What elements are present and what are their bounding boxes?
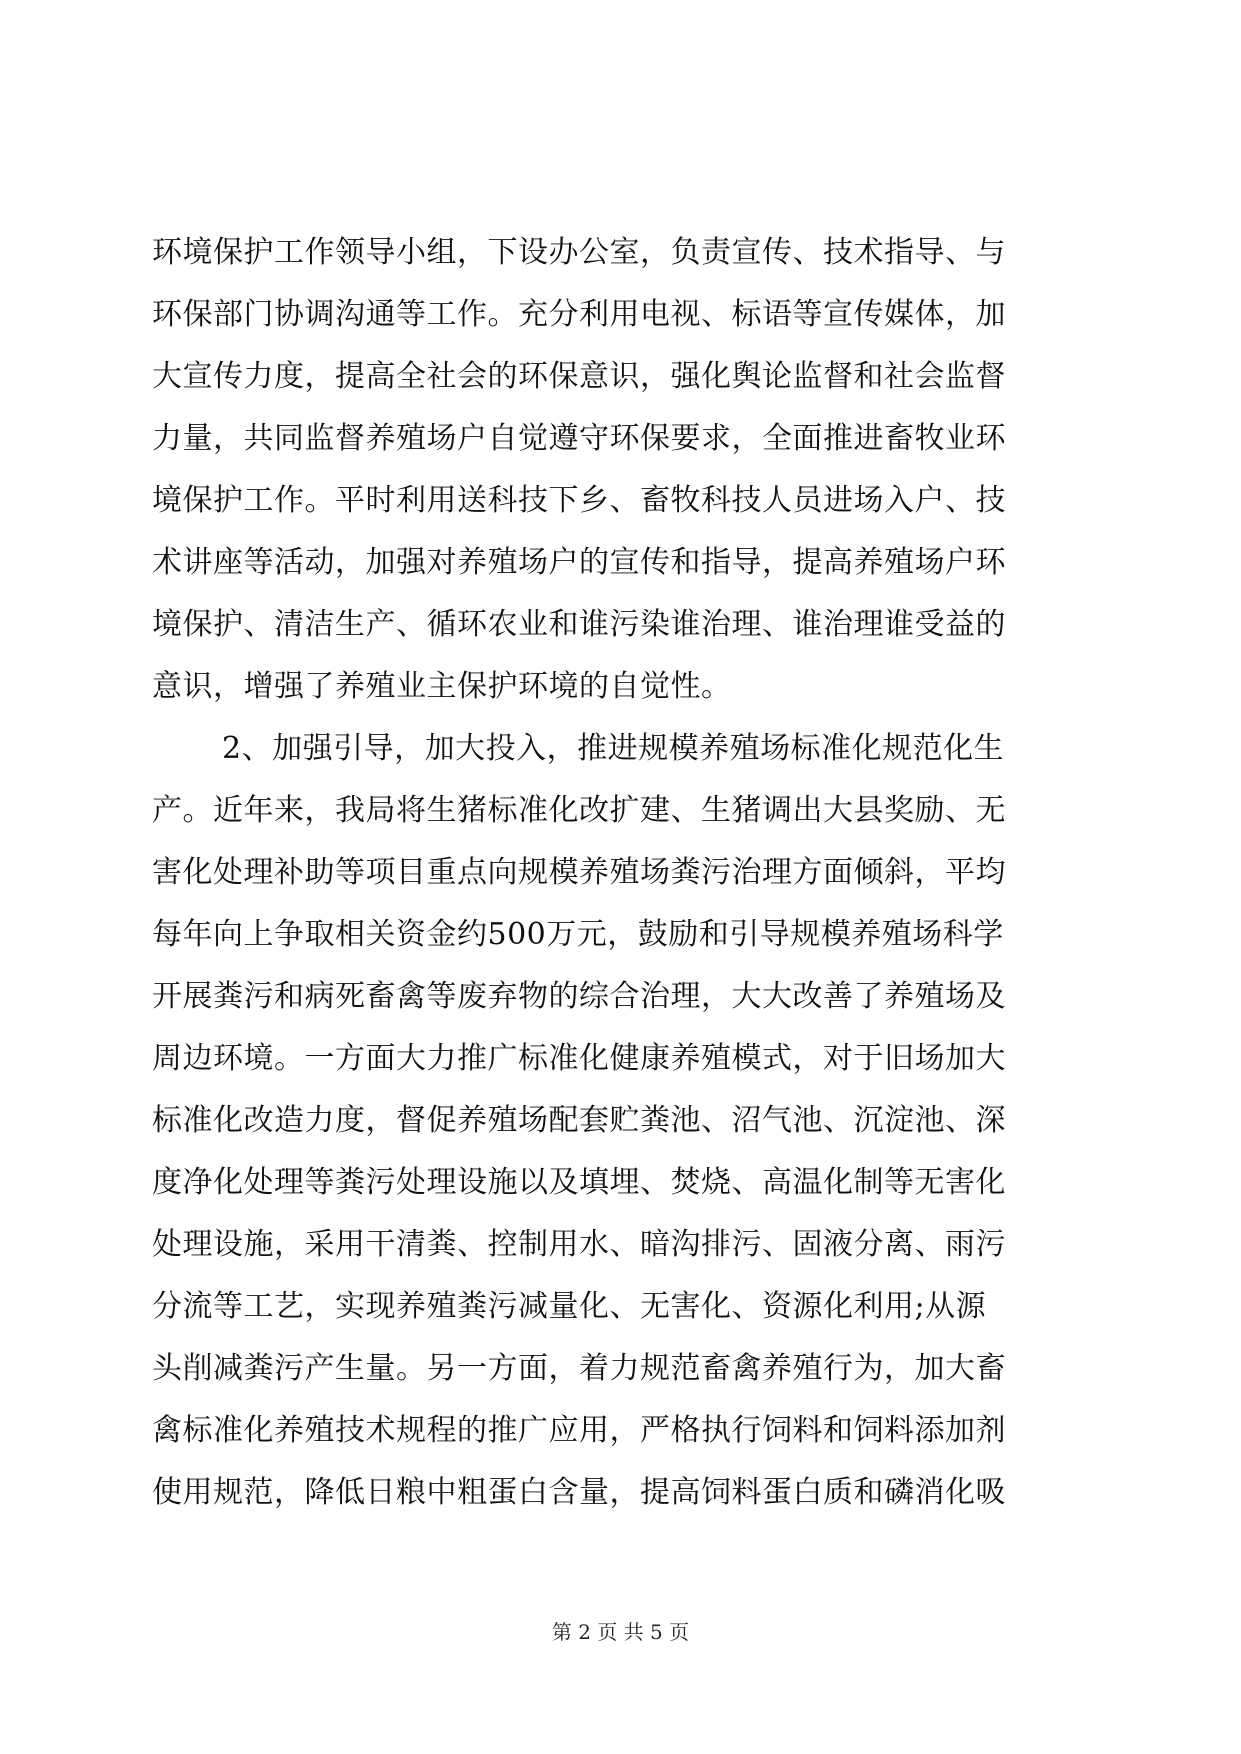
text-line: 头削减粪污产生量。另一方面，着力规范畜禽养殖行为，加大畜 [152, 1351, 1006, 1386]
text-line: 术讲座等活动，加强对养殖场户的宣传和指导，提高养殖场户环 [152, 545, 1006, 580]
text-line: 产。近年来，我局将生猪标准化改扩建、生猪调出大县奖励、无 [152, 793, 1006, 828]
text-line: 2、加强引导，加大投入，推进规模养殖场标准化规范化生 [222, 731, 1005, 766]
text-line: 禽标准化养殖技术规程的推广应用，严格执行饲料和饲料添加剂 [152, 1413, 1006, 1448]
text-line: 害化处理补助等项目重点向规模养殖场粪污治理方面倾斜，平均 [152, 855, 1006, 890]
text-line: 周边环境。一方面大力推广标准化健康养殖模式，对于旧场加大 [152, 1041, 1006, 1076]
text-line: 开展粪污和病死畜禽等废弃物的综合治理，大大改善了养殖场及 [152, 979, 1006, 1014]
text-line: 分流等工艺，实现养殖粪污减量化、无害化、资源化利用;从源 [152, 1289, 987, 1324]
text-line: 力量，共同监督养殖场户自觉遵守环保要求，全面推进畜牧业环 [152, 421, 1006, 456]
text-line: 每年向上争取相关资金约500万元，鼓励和引导规模养殖场科学 [152, 917, 1004, 952]
text-line: 环保部门协调沟通等工作。充分利用电视、标语等宣传媒体，加 [152, 297, 1006, 332]
text-line: 境保护工作。平时利用送科技下乡、畜牧科技人员进场入户、技 [152, 483, 1006, 518]
paragraph-2 [152, 718, 1092, 1524]
text-line: 意识，增强了养殖业主保护环境的自觉性。 [152, 669, 732, 704]
text-line: 使用规范，降低日粮中粗蛋白含量，提高饲料蛋白质和磷消化吸 [152, 1475, 1006, 1510]
paragraph-1 [152, 222, 1092, 718]
text-line: 环境保护工作领导小组，下设办公室，负责宣传、技术指导、与 [152, 235, 1006, 270]
page-number-footer: 第 2 页 共 5 页 [551, 1620, 690, 1644]
text-line: 境保护、清洁生产、循环农业和谁污染谁治理、谁治理谁受益的 [152, 607, 1006, 642]
text-line: 度净化处理等粪污处理设施以及填埋、焚烧、高温化制等无害化 [152, 1165, 1006, 1200]
text-line: 大宣传力度，提高全社会的环保意识，强化舆论监督和社会监督 [152, 359, 1006, 394]
text-line: 处理设施，采用干清粪、控制用水、暗沟排污、固液分离、雨污 [152, 1227, 1006, 1262]
text-line: 标准化改造力度，督促养殖场配套贮粪池、沼气池、沉淀池、深 [152, 1103, 1006, 1138]
document-body [152, 222, 1092, 1524]
